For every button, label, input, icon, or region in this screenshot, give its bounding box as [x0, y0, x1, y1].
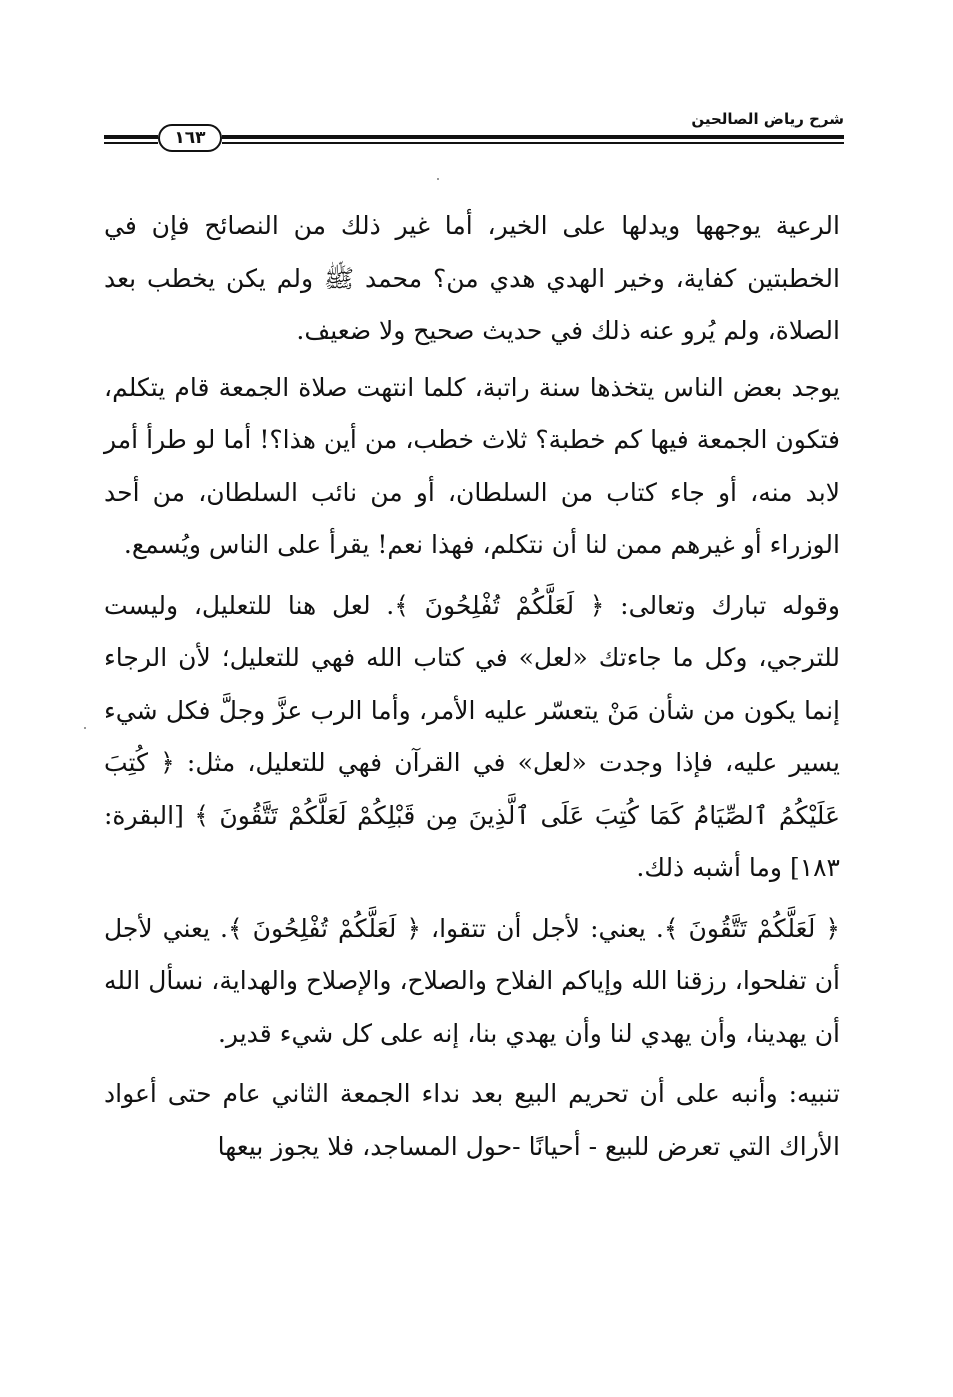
header-rule-left — [104, 135, 158, 139]
paragraph-1: الرعية يوجهها ويدلها على الخير، أما غير ذلك من النصائح فإن في الخطبتين كفاية، وخير الهدي هدي من؟ محمد ﷺ ولم يكن يخطب بعد الصلاة، ولم يُرو عنه ذلك في حديث صحيح ولا ضعيف. — [104, 211, 840, 345]
page-number-frame — [158, 124, 222, 152]
paragraph-2: يوجد بعض الناس يتخذها سنة راتبة، كلما انتهت صلاة الجمعة قام يتكلم، فتكون الجمعة فيها كم خطبة؟ ثلاث خطب، من أين هذا؟! أما لو طرأ أمر لابد منه، أو جاء كتاب من السلطان، أو من نائب السلطان، من أحد الوزراء أو غيرهم ممن لنا أن نتكلم، فهذا نعم! يقرأ على الناس ويُسمع. — [104, 372, 840, 559]
paragraph-4: ﴿ لَعَلَّكُمْ تَتَّقُونَ ﴾. يعني: لأجل أن تتقوا، ﴿ لَعَلَّكُمْ تُفْلِحُونَ ﴾. يعني لأجل أن تفلحوا، رزقنا الله وإياكم الفلاح والصلاح، والإصلاح والهداية، نسأل الله أن يهدينا، وأن يهدي لنا وأن يهدي بنا، إنه على كل شيء قدير. — [104, 913, 840, 1048]
body-text — [104, 200, 840, 1181]
scan-speck — [84, 727, 86, 729]
running-header — [104, 100, 844, 160]
paragraph-5: تنبيه: وأنبه على أن تحريم البيع بعد نداء الجمعة الثاني عام حتى أعواد الأراك التي تعرض للبيع - أحيانًا -حول المساجد، فلا يجوز بيعها — [104, 1079, 840, 1161]
scan-speck — [437, 178, 439, 180]
book-title: شرح رياض الصالحين — [691, 110, 844, 128]
page-number: ١٦٣ — [174, 127, 206, 148]
header-rule-right-thin — [222, 142, 844, 144]
header-rule-right — [222, 135, 844, 139]
paragraph-3: وقوله تبارك وتعالى: ﴿ لَعَلَّكُمْ تُفْلِحُونَ ﴾. لعل هنا للتعليل، وليست للترجي، وكل ما جاءتك «لعل» في كتاب الله فهي للتعليل؛ لأن الرجاء إنما يكون من شأن مَنْ يتعسّر عليه الأمر، وأما الرب عزَّ وجلَّ فكل شيء يسير عليه، فإذا وجدت «لعل» في القرآن فهي للتعليل، مثل: ﴿ كُتِبَ عَلَيْكُمُ ٱلصِّيَامُ كَمَا كُتِبَ عَلَى ٱلَّذِينَ مِن قَبْلِكُمْ لَعَلَّكُمْ تَتَّقُونَ ﴾ [البقرة: ١٨٣] وما أشبه ذلك. — [104, 590, 840, 882]
header-rule-left-thin — [104, 142, 158, 144]
